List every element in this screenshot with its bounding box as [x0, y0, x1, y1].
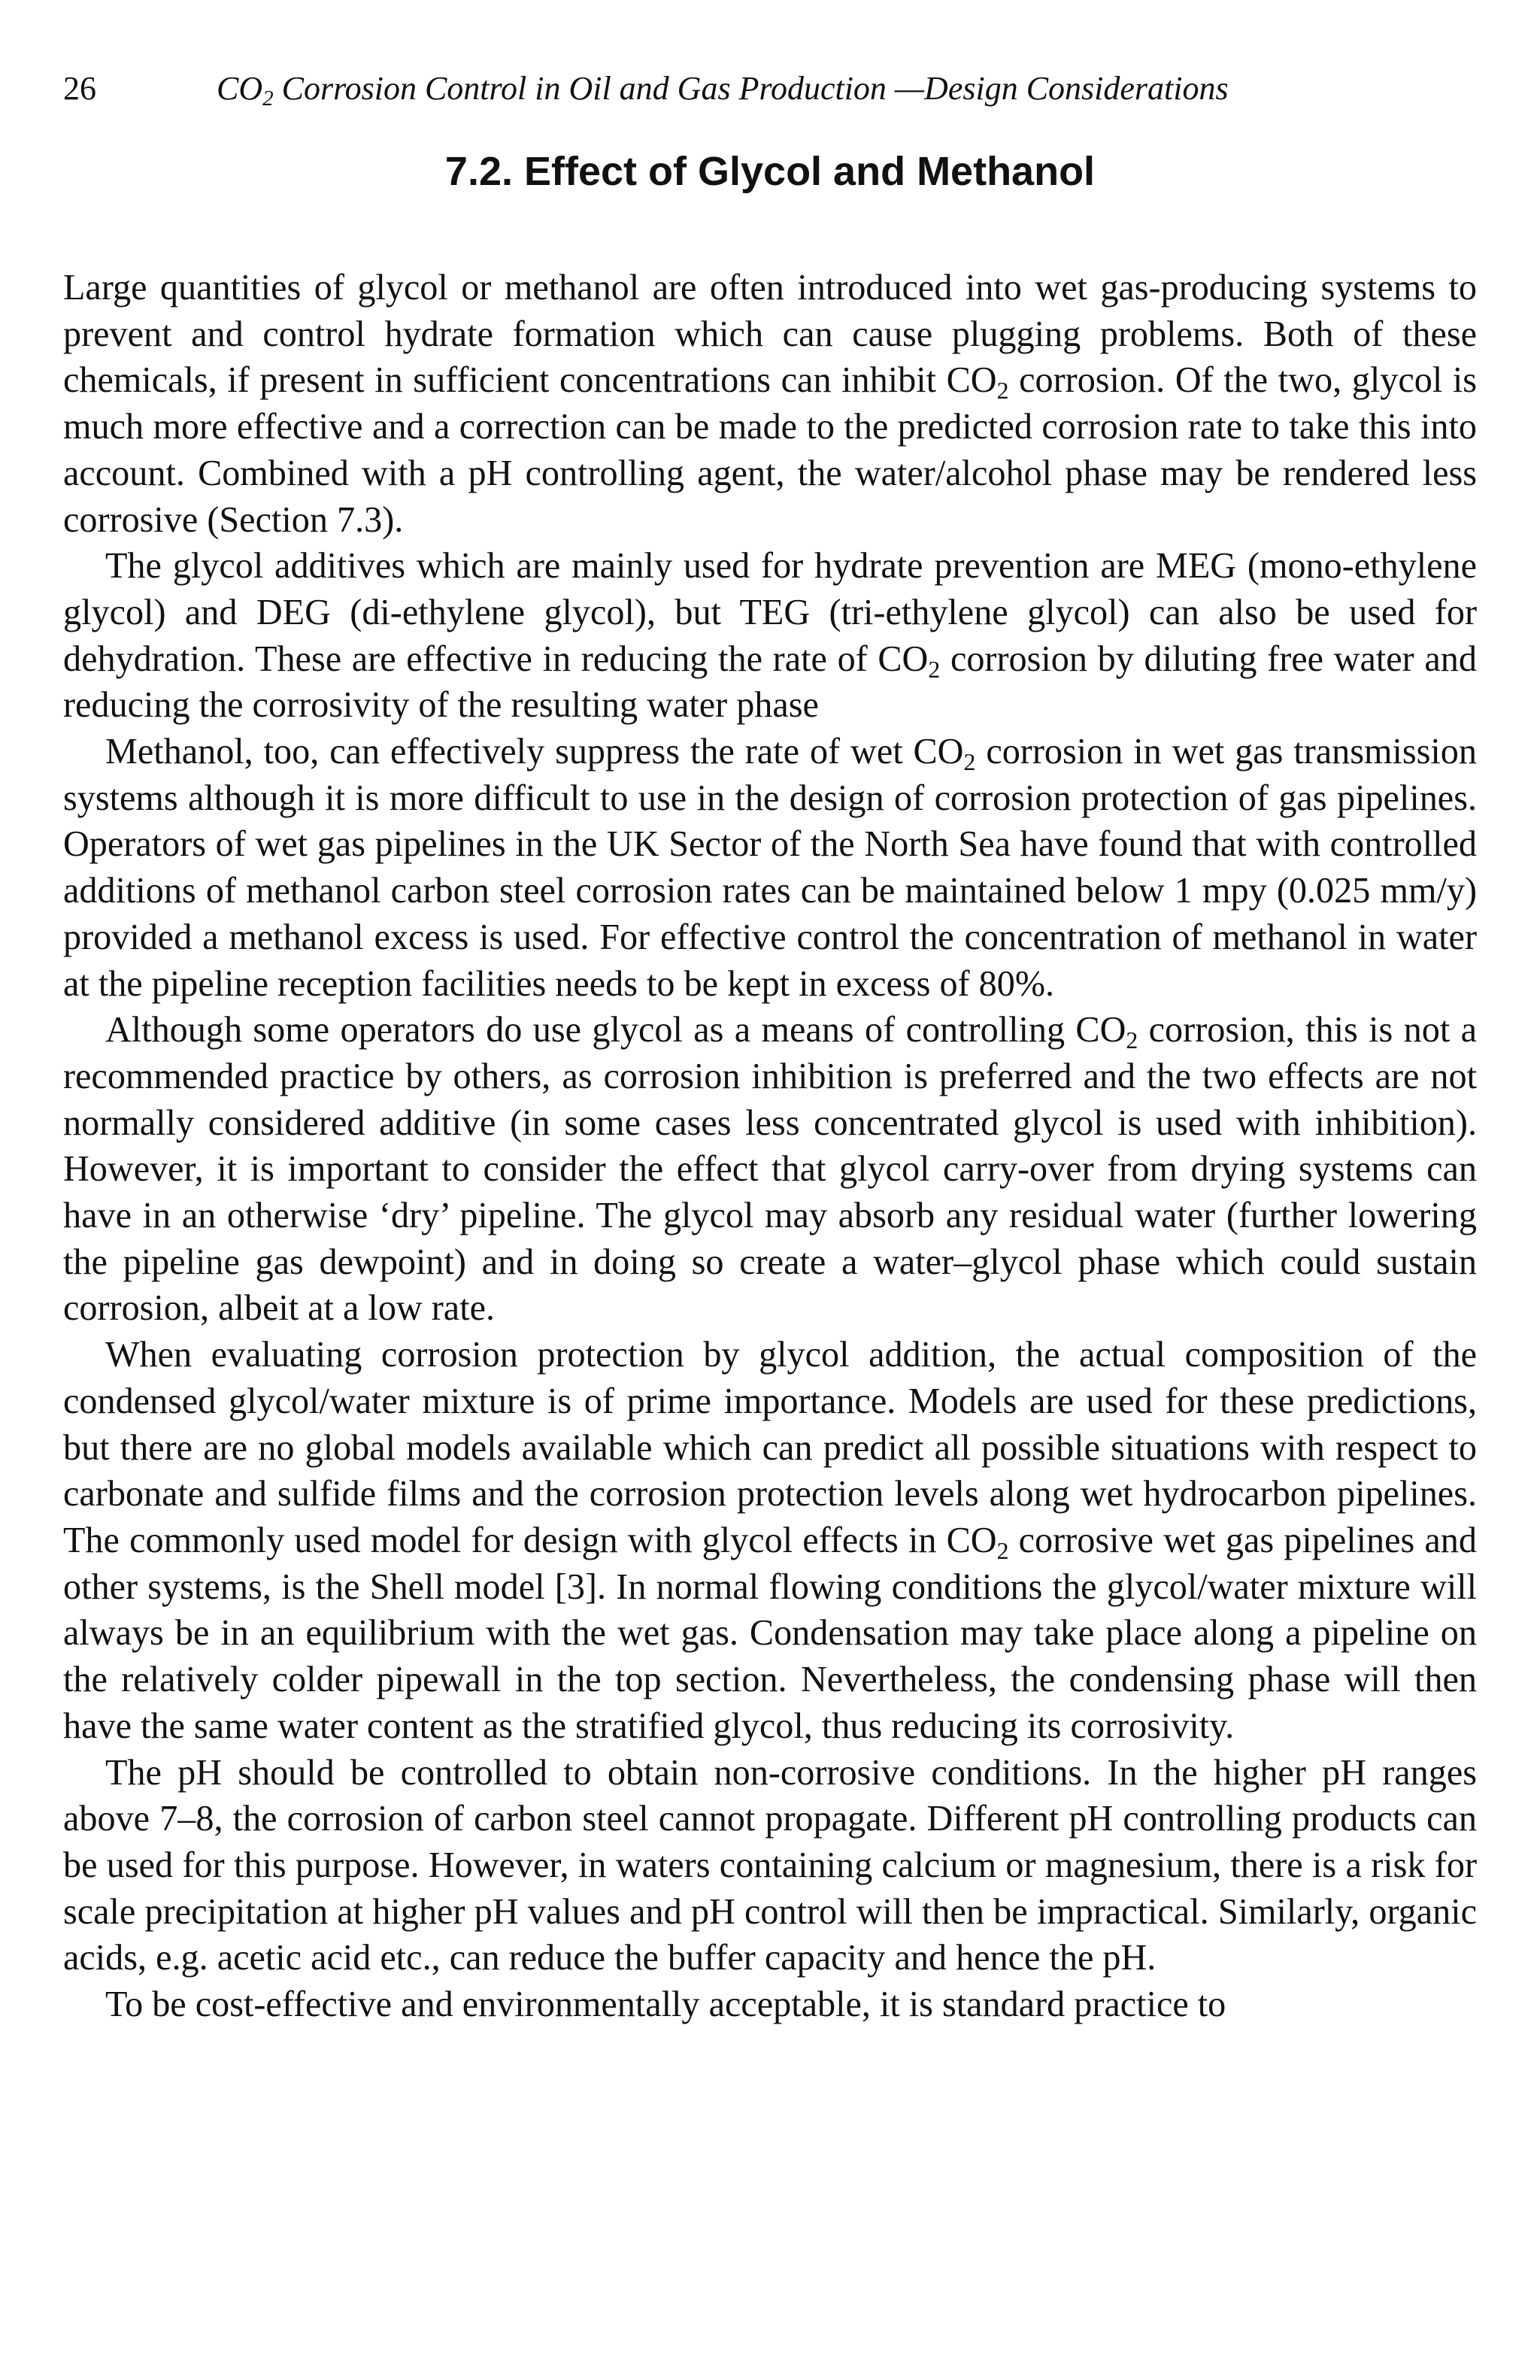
paragraph-2 — [63, 543, 1477, 729]
subscript: 2 — [996, 1537, 1009, 1564]
paragraph-text: Although some operators do use glycol as a means of controlling CO — [105, 1010, 1126, 1051]
page-number: 26 — [63, 70, 96, 107]
paragraph-text: corrosion, this is not a recommended practice by others, as corrosion inhibition is preferred and the two effects are not normally considered additive (in some cases less concentrated glycol is used with inhibition). However, it is important to consider the effect that glycol carry-over from drying systems can have in an otherwise ‘dry’ pipeline. The glycol may absorb any residual water (further lowering the pipeline gas dewpoint) and in doing so create a water–glycol phase which could sustain corrosion, albeit at a low rate. — [63, 1010, 1477, 1329]
paragraph-text: When evaluating corrosion protection by glycol addition, the actual composition of the condensed glycol/water mixture is of prime importance. Models are used for these predictions, but there are no global models available which can predict all possible situations with respect to carbonate and sulfide films and the corrosion protection levels along wet hydrocarbon pipelines. The commonly used model for design with glycol effects in CO — [63, 1335, 1477, 1560]
header-title-subscript: 2 — [262, 86, 274, 111]
paragraph-3 — [63, 729, 1477, 1007]
body-text — [63, 265, 1477, 2028]
section-heading: 7.2. Effect of Glycol and Methanol — [444, 149, 1096, 194]
header-title-co: CO — [217, 70, 263, 107]
paragraph-text: The glycol additives which are mainly used for hydrate prevention are MEG (mono-ethylene glycol) and DEG (di-ethylene glycol), but TEG (tri-ethylene glycol) can also be used for dehydration. These are effective in reducing the rate of CO — [63, 546, 1477, 679]
header-title-rest: Corrosion Control in Oil and Gas Production —Design Considerations — [273, 70, 1229, 107]
paragraph-7 — [63, 1981, 1477, 2028]
paragraph-text: corrosive wet gas pipelines and other systems, is the Shell model [3]. In normal flowing conditions the glycol/water mixture will always be in an equilibrium with the wet gas. Condensation may take place along a pipeline on the relatively colder pipewall in the top section. Nevertheless, the condensing phase will then have the same water content as the stratified glycol, thus reducing its corrosivity. — [63, 1520, 1477, 1746]
paragraph-text: To be cost-effective and environmentally acceptable, it is standard practice to — [105, 1984, 1226, 2025]
subscript: 2 — [996, 377, 1009, 405]
paragraph-text: Large quantities of glycol or methanol are often introduced into wet gas-producing systems to prevent and control hydrate formation which can cause plugging problems. Both of these chemicals, if present in sufficient concentrations can inhibit CO — [63, 268, 1477, 401]
subscript: 2 — [963, 748, 976, 775]
paragraph-1 — [63, 265, 1477, 543]
paragraph-5 — [63, 1332, 1477, 1749]
paragraph-4 — [63, 1007, 1477, 1332]
subscript: 2 — [928, 656, 941, 683]
paragraph-text: corrosion in wet gas transmission systems although it is more difficult to use in the design of corrosion protection of gas pipelines. Operators of wet gas pipelines in the UK Sector of the North Sea have found that with controlled additions of methanol carbon steel corrosion rates can be maintained below 1 mpy (0.025 mm/y) provided a methanol excess is used. For effective control the concentration of methanol in water at the pipeline reception facilities needs to be kept in excess of 80%. — [63, 732, 1477, 1004]
paragraph-text: The pH should be controlled to obtain non-corrosive conditions. In the higher pH ranges above 7–8, the corrosion of carbon steel cannot propagate. Different pH controlling products can be used for this purpose. However, in waters containing calcium or magnesium, there is a risk for scale precipitation at higher pH values and pH control will then be impractical. Similarly, organic acids, e.g. acetic acid etc., can reduce the buffer capacity and hence the pH. — [63, 1752, 1477, 1978]
paragraph-6 — [63, 1750, 1477, 1982]
paragraph-text: Methanol, too, can effectively suppress the rate of wet CO — [105, 732, 964, 772]
paragraph-text: corrosion by diluting free water and reducing the corrosivity of the resulting water phase — [63, 638, 1477, 726]
subscript: 2 — [1126, 1027, 1138, 1054]
running-header — [63, 66, 1492, 111]
running-header-title — [217, 70, 1229, 111]
paragraph-text: corrosion. Of the two, glycol is much more effective and a correction can be made to the predicted corrosion rate to take this into account. Combined with a pH controlling agent, the water/alcohol phase may be rendered less corrosive (Section 7.3). — [63, 360, 1477, 540]
